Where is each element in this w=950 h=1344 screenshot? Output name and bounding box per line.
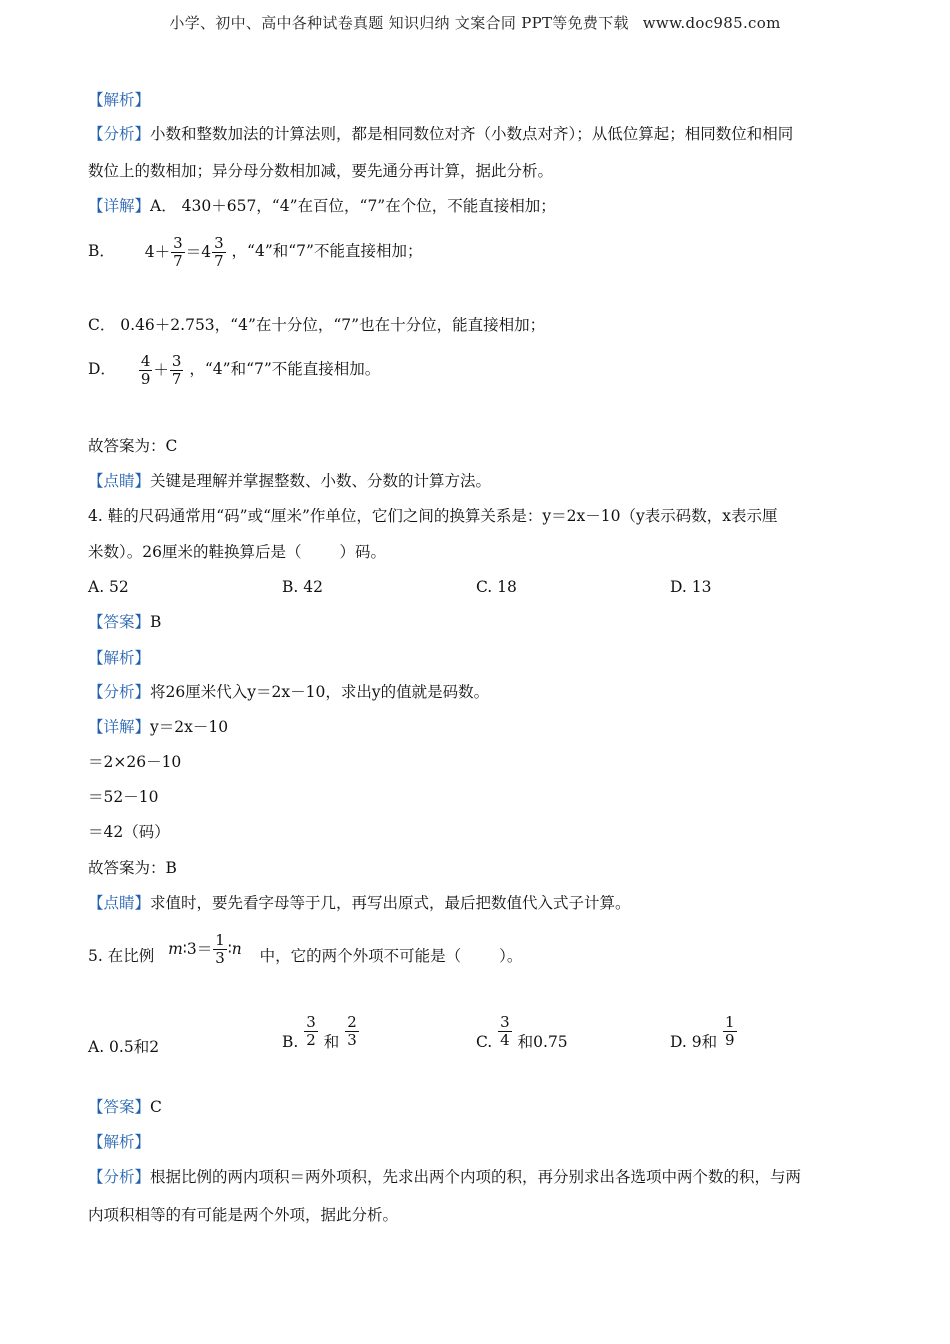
q5-analysis-line-1: [88, 1166, 801, 1188]
q5-option-b: [282, 1012, 360, 1049]
q4-key-point-text: 求值时，要先看字母等于几，再写出原式，最后把数值代入式子计算。: [150, 894, 631, 912]
frac-num: 3: [171, 351, 182, 370]
frac-num: 3: [214, 233, 224, 252]
q3-analysis-text-1: 小数和整数加法的计算法则，都是相同数位对齐（小数点对齐）；从低位算起；相同数位和相同: [150, 125, 794, 143]
q3-d-label: D．: [88, 360, 116, 378]
q4-step-3: ＝52－10: [88, 788, 159, 806]
q5-option-c: [476, 1012, 568, 1049]
answer-tag: 【答案】: [88, 613, 151, 631]
q4-stem-2a: 米数）。26厘米的鞋换算后是（: [88, 543, 302, 561]
q4-answer: 故答案为：B: [88, 859, 177, 877]
q4-stem-line-2: [88, 541, 386, 563]
q5-stem: [88, 930, 523, 977]
q3-answer: 故答案为：C: [88, 437, 178, 455]
q3-b-expression: [145, 235, 227, 270]
q5-b-fraction-1: [304, 1014, 318, 1049]
q4-analysis-heading: 【解析】: [88, 649, 151, 667]
q3-analysis-line-1: [88, 123, 793, 145]
q3-d-plus: ＋: [153, 361, 169, 379]
q4-stem-line-1: 4. 鞋的尺码通常用“码”或“厘米”作单位，它们之间的换算关系是：y＝2x－10（y表示码数，x表示厘: [88, 507, 778, 525]
detail-tag: 【详解】: [88, 197, 151, 215]
q3-key-point-text: 关键是理解并掌握整数、小数、分数的计算方法。: [150, 472, 492, 490]
q4-option-b: B. 42: [282, 578, 323, 596]
detail-tag: 【详解】: [88, 718, 151, 736]
q3-detail-c: C． 0.46＋2.753，“4”在十分位，“7”也在十分位，能直接相加；: [88, 316, 546, 334]
key-point-tag: 【点睛】: [88, 894, 151, 912]
q3-detail-a: [88, 195, 556, 217]
frac-num: 1: [215, 930, 225, 949]
q4-option-c: C. 18: [476, 578, 517, 596]
q4-option-a: A. 52: [88, 578, 129, 596]
q5-proportion: [168, 929, 242, 969]
q5-var-n: n: [231, 940, 242, 958]
q5-option-d: [670, 1012, 738, 1049]
q3-option-a-text: A． 430＋657，“4”在百位，“7”在个位，不能直接相加；: [150, 197, 556, 215]
q3-d-fraction-2: [170, 353, 184, 388]
q5-c-fraction: [498, 1014, 512, 1049]
frac-den: 7: [214, 251, 224, 270]
q3-b-fraction-1: [171, 235, 185, 270]
q5-b-fraction-2: [345, 1014, 359, 1049]
frac-den: 3: [215, 948, 225, 967]
analysis-tag: 【分析】: [88, 1168, 151, 1186]
key-point-tag: 【点睛】: [88, 472, 151, 490]
frac-den: 3: [347, 1030, 357, 1049]
q5-option-a: A. 0.5和2: [88, 1038, 160, 1056]
q4-step-4: ＝42（码）: [88, 823, 170, 841]
header-url[interactable]: www.doc985.com: [642, 14, 781, 32]
q5-d-fraction: [723, 1014, 737, 1049]
frac-num: 1: [725, 1012, 735, 1031]
q5-answer-value: C: [150, 1098, 162, 1116]
q4-key-point: [88, 892, 631, 914]
q5-b-label: B.: [282, 1033, 299, 1051]
frac-den: 9: [140, 369, 151, 388]
q3-d-text: ，“4”和“7”不能直接相加。: [189, 360, 381, 378]
page-header: [0, 12, 950, 33]
q5-d-label: D. 9和: [670, 1033, 718, 1051]
analysis-tag: 【分析】: [88, 683, 151, 701]
q5-analysis-heading: 【解析】: [88, 1133, 151, 1151]
q4-analysis: [88, 681, 489, 703]
q3-b-text: ，“4”和“7”不能直接相加；: [231, 242, 423, 260]
q5-stem-b: 中，它的两个外项不可能是（: [259, 947, 462, 965]
q5-analysis-line-2: 内项积相等的有可能是两个外项，据此分析。: [88, 1206, 399, 1224]
analysis-heading: 【解析】: [88, 91, 151, 109]
q5-ratio-1: ∶3＝: [182, 940, 213, 958]
q4-stem-2b: ）码。: [339, 543, 386, 561]
answer-tag: 【答案】: [88, 1098, 151, 1116]
analysis-tag: 【分析】: [88, 125, 151, 143]
frac-num: 3: [500, 1012, 510, 1031]
q4-step-2: ＝2×26－10: [88, 753, 182, 771]
frac-den: 9: [725, 1030, 735, 1049]
q3-b-fraction-2: [212, 235, 226, 270]
header-text: 小学、初中、高中各种试卷真题 知识归纳 文案合同 PPT等免费下载: [169, 14, 629, 32]
q4-detail: [88, 716, 228, 738]
q5-c-rest: 和0.75: [517, 1033, 568, 1051]
q4-analysis-text: 将26厘米代入y＝2x－10，求出y的值就是码数。: [150, 683, 490, 701]
q4-answer-value: B: [150, 613, 162, 631]
q3-b-label: B．: [88, 242, 115, 260]
frac-den: 2: [306, 1030, 316, 1049]
q5-var-m: m: [168, 940, 183, 958]
q3-d-expression: [138, 353, 185, 388]
frac-den: 7: [173, 251, 183, 270]
q5-c-label: C.: [476, 1033, 493, 1051]
q4-answer-line: [88, 611, 161, 633]
q5-ratio-2: ∶: [227, 940, 232, 958]
q3-key-point: [88, 470, 491, 492]
q3-b-expr-a: 4＋: [144, 243, 171, 261]
q3-analysis-line-2: 数位上的数相加；异分母分数相加减，要先通分再计算，据此分析。: [88, 162, 554, 180]
q4-option-d: D. 13: [670, 578, 712, 596]
q3-detail-b: [88, 234, 422, 270]
q3-detail-d: [88, 352, 380, 388]
q4-step-1: y＝2x－10: [150, 718, 229, 736]
frac-num: 4: [140, 351, 151, 370]
q5-b-and: 和: [323, 1033, 340, 1051]
frac-num: 3: [173, 233, 183, 252]
frac-num: 3: [306, 1012, 316, 1031]
q5-analysis-text-1: 根据比例的两内项积＝两外项积，先求出两个内项的积，再分别求出各选项中两个数的积，与两: [150, 1168, 802, 1186]
q3-d-fraction-1: [139, 353, 153, 388]
frac-den: 4: [500, 1030, 510, 1049]
q5-stem-a: 5. 在比例: [88, 947, 155, 965]
q5-fraction: [213, 932, 227, 967]
q5-stem-c: ）。: [499, 947, 523, 965]
frac-den: 7: [171, 369, 182, 388]
q5-answer-line: [88, 1096, 162, 1118]
frac-num: 2: [347, 1012, 357, 1031]
q3-b-eq: ＝4: [185, 243, 212, 261]
